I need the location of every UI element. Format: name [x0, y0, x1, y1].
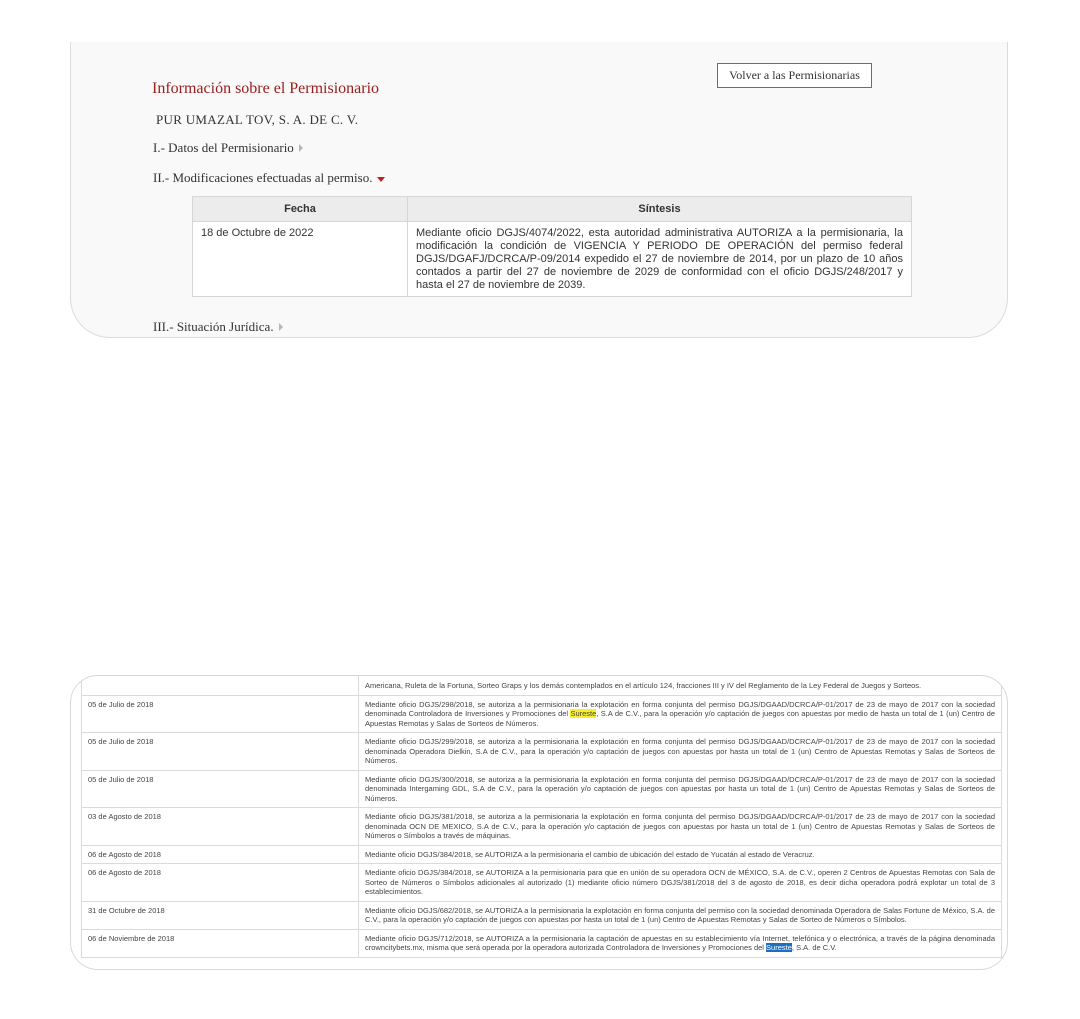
- page-title: Información sobre el Permisionario: [152, 80, 380, 97]
- section-label: I.- Datos del Permisionario: [153, 140, 294, 155]
- table-row: [82, 808, 1002, 846]
- row-synthesis: Mediante oficio DGJS/682/2018, se AUTORIZA a la permisionaria la explotación en forma conjunta del permiso con la sociedad denominada Operadora de Salas Fortune de México, S.A. de C.V., para la operación y/o captación de juegos con apuestas por hasta un total de 1 (un) Centro de Apuestas Remotas y Salas de Sorteo de Números o Símbolos.: [359, 901, 1002, 929]
- history-table: [81, 675, 1002, 958]
- row-synthesis: Mediante oficio DGJS/384/2018, se AUTORIZA a la permisionaria para que en unión de su operadora OCN de MÉXICO, S.A. de C.V., operen 2 Centros de Apuestas Remotas con Sala de Sorteo de Números o Símbolos adicionales al autorizado (1) mediante oficio número DGJS/381/2018 del 3 de agosto de 2018, es decir dicha operadora podrá explotar un total de 3 establecimientos.: [359, 864, 1002, 902]
- section-modificaciones[interactable]: [153, 170, 385, 186]
- table-row: [82, 770, 1002, 808]
- row-date: 03 de Agosto de 2018: [82, 808, 359, 846]
- company-name: PUR UMAZAL TOV, S. A. DE C. V.: [156, 112, 359, 127]
- synthesis-text: Mediante oficio DGJS/298/2018, se autoriza a la permisionaria la explotación en forma conjunta del permiso DGJS/DGAAD/DCRCA/P-01/2017 de 23 de mayo de 2017 con la sociedad denominada Controladora de Inversiones y Promociones del: [365, 699, 995, 718]
- row-synthesis: [359, 695, 1002, 733]
- row-date: 06 de Agosto de 2018: [82, 845, 359, 864]
- table-row: [82, 675, 1002, 695]
- table-row: [82, 733, 1002, 771]
- row-synthesis: Americana, Ruleta de la Fortuna, Sorteo Graps y los demás contemplados en el artículo 124, fracciones III y IV del Reglamento de la Ley Federal de Juegos y Sorteos.: [359, 675, 1002, 695]
- row-synthesis: Mediante oficio DGJS/299/2018, se autoriza a la permisionaria la explotación en forma conjunta del permiso DGJS/DGAAD/DCRCA/P-01/2017 de 23 de mayo de 2017 con la sociedad denominada Operadora Dielkin, S.A de C.V., para la operación y/o captación de juegos con apuestas por hasta un total de 1 (un) Centro de Apuestas Remotas y Salas de Sorteos de Números.: [359, 733, 1002, 771]
- section-datos-permisionario[interactable]: [153, 140, 303, 156]
- row-synthesis: [359, 929, 1002, 957]
- table-row: [82, 845, 1002, 864]
- section-label: II.- Modificaciones efectuadas al permiso.: [153, 170, 373, 185]
- section-situacion-juridica[interactable]: [153, 319, 283, 335]
- table-row: [82, 695, 1002, 733]
- row-date: 06 de Agosto de 2018: [82, 864, 359, 902]
- row-date: 06 de Noviembre de 2018: [82, 929, 359, 957]
- caret-right-icon: [279, 323, 283, 331]
- table-row: [82, 901, 1002, 929]
- column-header-fecha: Fecha: [193, 197, 408, 222]
- row-date: 31 de Octubre de 2018: [82, 901, 359, 929]
- caret-down-icon: [377, 177, 385, 182]
- column-header-sintesis: Síntesis: [408, 197, 912, 222]
- row-date: 18 de Octubre de 2022: [193, 222, 408, 297]
- row-synthesis: Mediante oficio DGJS/300/2018, se autoriza a la permisionaria la explotación en forma conjunta del permiso DGJS/DGAAD/DCRCA/P-01/2017 de 23 de mayo de 2017 con la sociedad denominada Intergaming GDL, S.A de C.V., para la operación y/o captación de juegos con apuestas por hasta un total de 1 (un) Centro de Apuestas Remotas y Salas de Sorteos de Números.: [359, 770, 1002, 808]
- section-label: III.- Situación Jurídica.: [153, 319, 274, 334]
- history-panel: [70, 675, 1008, 970]
- table-row: [82, 864, 1002, 902]
- back-to-permisionarias-button[interactable]: Volver a las Permisionarias: [717, 63, 872, 88]
- row-date: [82, 675, 359, 695]
- row-date: 05 de Julio de 2018: [82, 695, 359, 733]
- row-date: 05 de Julio de 2018: [82, 770, 359, 808]
- selected-text[interactable]: Sureste: [766, 943, 792, 952]
- synthesis-text: , S.A. de C.V.: [791, 943, 837, 952]
- table-row: [193, 222, 912, 297]
- row-synthesis: Mediante oficio DGJS/384/2018, se AUTORIZA a la permisionaria el cambio de ubicación del estado de Yucatán al estado de Veracruz.: [359, 845, 1002, 864]
- modifications-table: [192, 196, 912, 297]
- row-synthesis: Mediante oficio DGJS/4074/2022, esta autoridad administrativa AUTORIZA a la permisionaria, la modificación la condición de VIGENCIA Y PERIODO DE OPERACIÓN del permiso federal DGJS/DGAFJ/DCRCA/P-09/2014 expedido el 27 de noviembre de 2014, por un plazo de 10 años contados a partir del 27 de noviembre de 2029 de conformidad con el oficio DGJS/248/2017 y hasta el 27 de noviembre de 2039.: [408, 222, 912, 297]
- synthesis-text: , S.A de C.V., para la operación y/o captación de juegos con apuestas por medio de hasta un total de 1 (un) Centro de Apuestas Remotas y Salas de Sorteos de Números.: [365, 709, 996, 728]
- row-synthesis: Mediante oficio DGJS/381/2018, se autoriza a la permisionaria la explotación en forma conjunta del permiso DGJS/DGAAD/DCRCA/P-01/2017 de 23 de mayo de 2017 con la sociedad denominada OCN DE MEXICO, S.A de C.V., para la operación y/o captación de juegos con apuestas por hasta un total de 1 (un) Centro de Apuestas Remotas y Salas de Sorteos de Números o Símbolos a través de máquinas.: [359, 808, 1002, 846]
- highlighted-text: Sureste: [570, 709, 597, 718]
- row-date: 05 de Julio de 2018: [82, 733, 359, 771]
- caret-right-icon: [299, 144, 303, 152]
- table-row: [82, 929, 1002, 957]
- synthesis-text: Mediante oficio DGJS/712/2018, se AUTORIZA a la permisionaria la captación de apuestas en su establecimiento vía Internet, telefónica y o electrónica, a través de la página denominada crowncitybets.mx, misma que será operada por la operadora autorizada Controladora de Inversiones y Promociones del: [365, 933, 995, 952]
